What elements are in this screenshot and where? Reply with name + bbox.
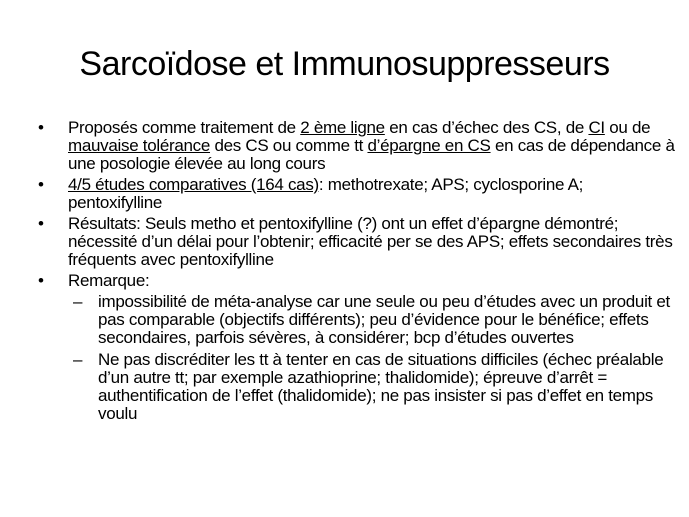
- underlined-text: d’épargne en CS: [367, 136, 491, 155]
- text-fragment: ou de: [604, 118, 651, 137]
- bullet-marker: •: [38, 118, 44, 137]
- bullet-marker: •: [38, 271, 44, 290]
- text-fragment: des CS ou comme tt: [210, 136, 368, 155]
- underlined-text: 2 ème ligne: [300, 118, 385, 137]
- bullet-item: [38, 119, 678, 173]
- text-fragment: : methotrexate; APS; cyclosporine A; pentoxifylline: [68, 175, 584, 212]
- underlined-text: CI: [588, 118, 605, 137]
- text-fragment: en cas d’échec des CS, de: [384, 118, 589, 137]
- text-fragment: Proposés comme traitement de: [68, 118, 301, 137]
- bullet-item: [38, 176, 678, 212]
- sub-bullet-text: impossibilité de méta-analyse car une seule ou peu d’études avec un produit et pas comparable (objectifs différents); peu d’évidence pour le bénéfice; effets secondaires, parfois sévères, à considérer; bcp d’études ouvertes: [98, 292, 670, 347]
- dash-marker: –: [73, 350, 83, 369]
- bullet-marker: •: [38, 214, 44, 233]
- bullet-text: [68, 118, 675, 173]
- underlined-text: 4/5 études comparatives (164 cas): [68, 175, 319, 194]
- bullet-marker: •: [38, 175, 44, 194]
- bullet-text: Remarque:: [68, 271, 150, 290]
- bullet-text: Résultats: Seuls metho et pentoxifylline (?) ont un effet d’épargne démontré; nécessité d’un délai pour l’obtenir; efficacité per se des APS; effets secondaires très fréquents avec pentoxifylline: [68, 214, 673, 269]
- dash-marker: –: [73, 292, 83, 311]
- bullet-text: [68, 175, 583, 212]
- bullet-item: [38, 272, 678, 290]
- slide-content: [38, 119, 678, 427]
- underlined-text: mauvaise tolérance: [68, 136, 211, 155]
- sub-bullet-item: [38, 351, 678, 423]
- sub-bullet-item: [38, 293, 678, 347]
- text-fragment: en cas de dépendance à une posologie élevée au long cours: [68, 136, 675, 173]
- bullet-item: [38, 215, 678, 269]
- sub-bullet-text: Ne pas discréditer les tt à tenter en cas de situations difficiles (échec préalable d’un autre tt; par exemple azathioprine; thalidomide); épreuve d’arrêt = authentification de l’effet (thalidomide); ne pas insister si pas d’effet en temps voulu: [98, 350, 664, 423]
- slide-title: Sarcoïdose et Immunosuppresseurs: [79, 45, 610, 83]
